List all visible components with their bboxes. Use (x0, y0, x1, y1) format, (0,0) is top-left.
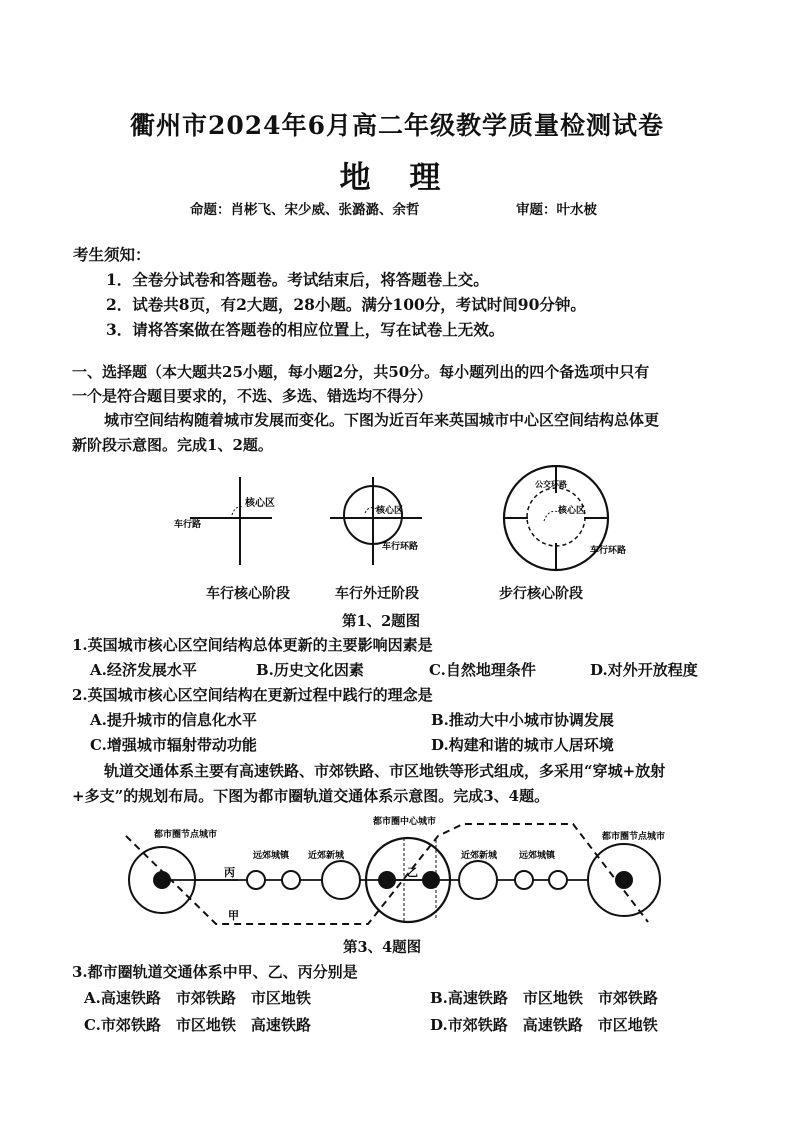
stage3-caption: 步行核心阶段 (499, 586, 583, 602)
q2-option-c: C.增强城市辐射带动功能 (90, 736, 257, 754)
section1-line2: 一个是符合题目要求的，不选、多选、错选均不得分） (72, 387, 433, 405)
q3-stem: 3.都市圈轨道交通体系中甲、乙、丙分别是 (72, 963, 358, 981)
rail-system-figure (118, 812, 698, 937)
stage3-transit-label: 公交环路 (535, 480, 567, 489)
q3-option-b: B.高速铁路 市区地铁 市郊铁路 (430, 989, 658, 1007)
stage2-caption: 车行外迁阶段 (335, 586, 419, 602)
far-town-left-label: 远郊城镇 (253, 851, 290, 861)
q2-option-b: B.推动大中小城市协调发展 (431, 711, 614, 729)
far-suburb-town-left (247, 871, 265, 889)
center-city-label: 都市圈中心城市 (373, 817, 437, 827)
near-town-right-label: 近郊新城 (461, 851, 498, 861)
jia-label: 甲 (228, 909, 239, 922)
q1-stem: 1.英国城市核心区空间结构总体更新的主要影响因素是 (72, 636, 433, 654)
figure2-caption: 第3、4题图 (343, 939, 422, 956)
q2-option-a: A.提升城市的信息化水平 (90, 711, 257, 729)
stage1-diagram (174, 477, 275, 565)
passage1-line2: 新阶段示意图。完成1、2题。 (72, 436, 273, 454)
stage1-core-label: 核心区 (245, 498, 275, 509)
notice-item-2: 2．试卷共8页，有2大题，28小题。满分100分，考试时间90分钟。 (106, 295, 586, 314)
bing-label: 丙 (224, 866, 235, 879)
q3-option-d: D.市郊铁路 高速铁路 市区地铁 (430, 1016, 658, 1034)
passage2-line1: 轨道交通体系主要有高速铁路、市郊铁路、市区地铁等形式组成，多采用“穿城+放射 (104, 762, 666, 780)
q1-option-c: C.自然地理条件 (429, 661, 536, 679)
q3-option-c: C.市郊铁路 市区地铁 高速铁路 (84, 1016, 311, 1034)
right-node-city-label: 都市圈节点城市 (602, 832, 666, 842)
notice-item-1: 1．全卷分试卷和答题卷。考试结束后，将答题卷上交。 (106, 270, 489, 289)
subject-title: 地 理 (339, 160, 455, 196)
stage3-road-label: 车行环路 (590, 546, 627, 556)
stage3-core-label: 核心区 (558, 506, 586, 516)
passage2-line2: +多支”的规划布局。下图为都市圈轨道交通体系示意图。完成3、4题。 (72, 787, 550, 805)
passage1-line1: 城市空间结构随着城市发展而变化。下图为近百年来英国城市中心区空间结构总体更 (104, 411, 660, 429)
near-suburb-newtown-left (322, 861, 360, 899)
near-town-left-label: 近郊新城 (308, 851, 345, 861)
near-suburb-newtown-right (459, 861, 497, 899)
stage2-core-label: 核心区 (376, 506, 404, 516)
q3-option-a: A.高速铁路 市郊铁路 市区地铁 (84, 989, 311, 1007)
notice-item-3: 3．请将答案做在答题卷的相应位置上，写在试卷上无效。 (106, 320, 505, 339)
section1-line1: 一、选择题（本大题共25小题，每小题2分，共50分。每小题列出的四个备选项中只有 (72, 363, 650, 381)
stage1-caption: 车行核心阶段 (206, 586, 290, 602)
far-town-right-label: 远郊城镇 (519, 851, 556, 861)
q2-option-d: D.构建和谐的城市人居环境 (431, 736, 614, 754)
notice-heading: 考生须知： (73, 245, 151, 264)
stage3-diagram (504, 466, 626, 570)
far-suburb-town-right (515, 871, 533, 889)
q1-option-b: B.历史文化因素 (256, 661, 364, 679)
stage2-road-label: 车行环路 (382, 542, 419, 552)
yi-label: 乙 (407, 866, 418, 879)
stage1-road-label: 车行路 (174, 520, 202, 530)
figure1-caption: 第1、2题图 (342, 613, 421, 630)
q1-option-d: D.对外开放程度 (590, 661, 698, 679)
urban-structure-figure (160, 465, 640, 575)
reviewer: 审题：叶水柀 (516, 202, 597, 218)
stage2-diagram (330, 477, 422, 565)
q1-option-a: A.经济发展水平 (90, 661, 197, 679)
left-node-city-label: 都市圈节点城市 (154, 830, 218, 840)
exam-title: 衢州市2024年6月高二年级教学质量检测试卷 (130, 111, 664, 140)
authors: 命题：肖彬飞、宋少威、张潞潞、余哲 (190, 202, 420, 218)
q2-stem: 2.英国城市核心区空间结构在更新过程中践行的理念是 (72, 686, 433, 704)
